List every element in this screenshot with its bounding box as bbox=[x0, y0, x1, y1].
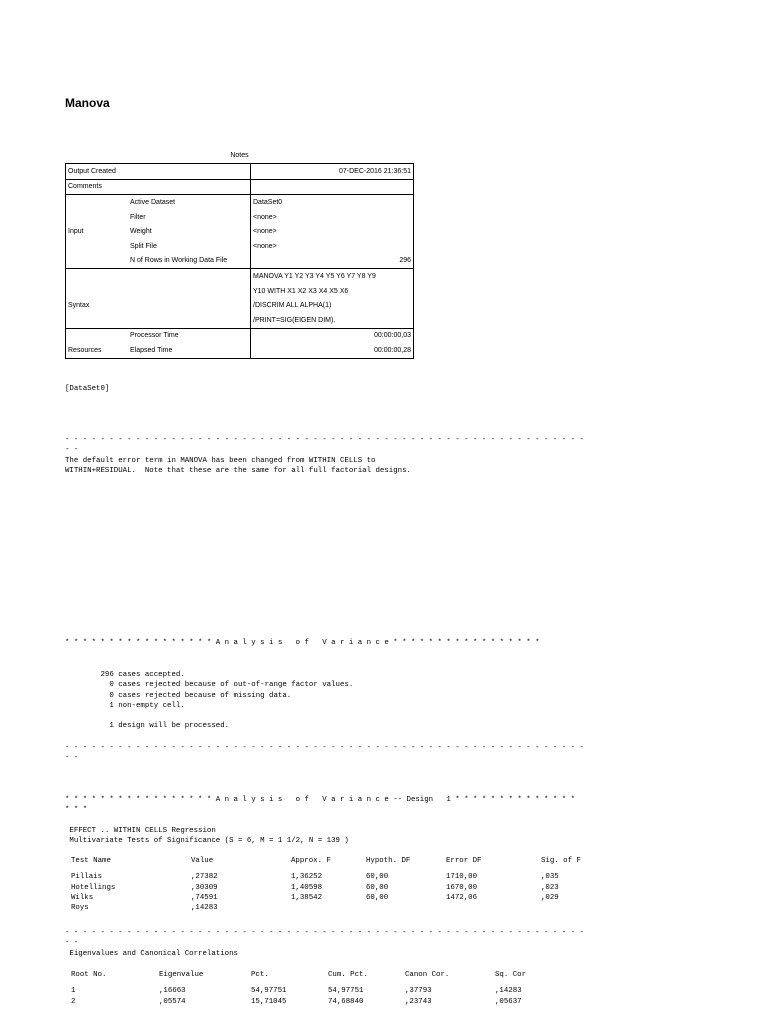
notes-cell-c1: Output Created bbox=[66, 164, 129, 180]
mv-cell: ,14283 bbox=[191, 904, 218, 913]
notes-cell-c3: <none> bbox=[253, 242, 277, 250]
notes-cell-c1 bbox=[66, 313, 129, 328]
eigen-header-row bbox=[65, 970, 555, 980]
eigen-cell: 1 bbox=[71, 987, 76, 996]
mv-cell: ,023 bbox=[541, 883, 559, 892]
notes-row bbox=[66, 298, 414, 313]
mv-cell: 1710,00 bbox=[446, 873, 478, 882]
notes-cell-c1 bbox=[66, 284, 129, 299]
separator-line: - - - - - - - - - - - - - - - - - - - - - - - - - - - - - - - - - - - - - - - - - - - - - - - - - - - - - - - - - - - bbox=[65, 436, 584, 444]
notes-cell-c1 bbox=[66, 269, 129, 284]
mv-cell: ,27382 bbox=[191, 873, 218, 882]
notes-cell-c1: Comments bbox=[66, 179, 129, 195]
notes-caption: Notes bbox=[230, 152, 249, 159]
notes-row bbox=[66, 210, 414, 225]
notes-row bbox=[66, 179, 414, 195]
eigen-cell: 54,97751 bbox=[251, 987, 287, 996]
notes-cell-c2: Split File bbox=[128, 239, 251, 254]
notes-row bbox=[66, 195, 414, 210]
notes-cell-c2: Active Dataset bbox=[128, 195, 251, 210]
mv-cell: Approx. F bbox=[291, 857, 331, 866]
notes-cell-c3: MANOVA Y1 Y2 Y3 Y4 Y5 Y6 Y7 Y8 Y9 bbox=[253, 272, 376, 280]
notes-cell-c1 bbox=[66, 239, 129, 254]
notes-row bbox=[66, 269, 414, 284]
notes-row bbox=[66, 328, 414, 343]
notes-row bbox=[66, 164, 414, 180]
design-header: * * * * * * * * * * * * * * * * * A n a l y s i s o f V a r i a n c e -- Design 1 * * * * * * * * * * * * * * bbox=[65, 796, 576, 804]
mv-cell: 1,40598 bbox=[291, 883, 323, 892]
notes-cell-c2 bbox=[128, 179, 251, 195]
notes-cell-c3: <none> bbox=[253, 228, 277, 236]
notes-cell-c3: 00:00:00,03 bbox=[374, 332, 411, 340]
notes-cell-c3: 00:00:00,28 bbox=[251, 343, 414, 358]
notes-cell-c3: 296 bbox=[251, 254, 414, 269]
separator-wrap: - - bbox=[65, 446, 79, 454]
mv-cell: 1670,00 bbox=[446, 883, 478, 892]
mv-cell bbox=[366, 903, 446, 913]
notes-cell-c3: <none> bbox=[253, 213, 277, 221]
mv-cell: ,029 bbox=[541, 894, 559, 903]
notes-cell-c2 bbox=[128, 284, 251, 299]
eigen-cell: 15,71045 bbox=[251, 997, 287, 1006]
mv-cell bbox=[446, 903, 541, 913]
notes-row bbox=[66, 284, 414, 299]
notes-cell-c2 bbox=[128, 269, 251, 284]
mv-cell: 1,38542 bbox=[291, 894, 323, 903]
eigen-cell: ,14283 bbox=[495, 987, 522, 996]
eigen-cell: 2 bbox=[71, 997, 76, 1006]
notes-cell-c2: Elapsed Time bbox=[128, 343, 251, 358]
notes-cell-c1: Syntax bbox=[68, 302, 90, 310]
notes-row bbox=[66, 313, 414, 328]
eigen-cell: ,37793 bbox=[405, 987, 432, 996]
mv-cell: 60,00 bbox=[366, 894, 389, 903]
notes-table bbox=[65, 163, 414, 359]
notes-cell-c3: 07-DEC-2016 21:36:51 bbox=[251, 164, 414, 180]
eigen-row bbox=[65, 997, 555, 1007]
separator-line-3: - - - - - - - - - - - - - - - - - - - - - - - - - - - - - - - - - - - - - - - - - - - - - - - - - - - - - - - - - - - bbox=[65, 929, 584, 937]
mv-cell: ,035 bbox=[541, 873, 559, 882]
eigen-cell: Pct. bbox=[251, 971, 269, 980]
mv-cell: Hotellings bbox=[71, 883, 116, 892]
mv-row bbox=[65, 872, 601, 882]
eigen-cell: 54,97751 bbox=[328, 987, 364, 996]
eigenvalues-table bbox=[65, 970, 555, 1007]
separator-line-2: - - - - - - - - - - - - - - - - - - - - - - - - - - - - - - - - - - - - - - - - - - - - - - - - - - - - - - - - - - - bbox=[65, 744, 584, 752]
multivariate-tests-table bbox=[65, 856, 601, 913]
eigen-cell: Sq. Cor bbox=[495, 971, 527, 980]
notes-cell-c2: N of Rows in Working Data File bbox=[128, 254, 251, 269]
notes-row bbox=[66, 254, 414, 269]
mv-cell: Roys bbox=[71, 904, 89, 913]
notes-cell-c2 bbox=[128, 298, 251, 313]
notes-cell-c1 bbox=[66, 210, 129, 225]
anova-header: * * * * * * * * * * * * * * * * * A n a l y s i s o f V a r i a n c e * * * * * * * * * * * * * * * * * bbox=[65, 639, 540, 647]
eigen-cell: Canon Cor. bbox=[405, 971, 450, 980]
default-error-note: The default error term in MANOVA has been changed from WITHIN CELLS to WITHIN+RESIDUAL. Note that these are the same for all full factorial designs. bbox=[65, 457, 411, 476]
notes-row bbox=[66, 239, 414, 254]
separator-wrap-3: - - bbox=[65, 939, 79, 947]
mv-cell: 60,00 bbox=[366, 883, 389, 892]
mv-cell: Value bbox=[191, 857, 214, 866]
mv-cell: ,30309 bbox=[191, 883, 218, 892]
eigen-cell: ,05637 bbox=[495, 997, 522, 1006]
mv-row bbox=[65, 903, 601, 913]
mv-row bbox=[65, 893, 601, 903]
output-title: Manova bbox=[65, 96, 110, 110]
eigen-cell: Root No. bbox=[71, 971, 107, 980]
mv-cell: Hypoth. DF bbox=[366, 857, 411, 866]
eigen-cell: ,16663 bbox=[159, 987, 186, 996]
notes-cell-c3: /DISCRIM ALL ALPHA(1) bbox=[253, 302, 332, 310]
dataset-label: [DataSet0] bbox=[65, 385, 110, 393]
mv-cell bbox=[541, 903, 601, 913]
notes-cell-c1: Resources bbox=[66, 343, 129, 358]
notes-cell-c1 bbox=[66, 328, 129, 343]
notes-row bbox=[66, 224, 414, 239]
eigen-cell: 74,68840 bbox=[328, 997, 364, 1006]
mv-cell: 60,00 bbox=[366, 873, 389, 882]
notes-cell-c2: Processor Time bbox=[128, 328, 251, 343]
notes-row bbox=[66, 343, 414, 358]
mv-cell: 1,36252 bbox=[291, 873, 323, 882]
notes-cell-c1 bbox=[66, 254, 129, 269]
eigen-cell: Cum. Pct. bbox=[328, 971, 368, 980]
notes-cell-c3: /PRINT=SIG(EIGEN DIM). bbox=[251, 313, 414, 328]
mv-header-row bbox=[65, 856, 601, 866]
eigen-cell: ,05574 bbox=[159, 997, 186, 1006]
notes-cell-c3 bbox=[251, 179, 414, 195]
notes-cell-c2: Filter bbox=[128, 210, 251, 225]
notes-cell-c1 bbox=[66, 195, 129, 210]
mv-cell: Sig. of F bbox=[541, 857, 581, 866]
eigen-row bbox=[65, 986, 555, 996]
cases-summary: 296 cases accepted. 0 cases rejected because of out-of-range factor values. 0 cases rejected because of missing data. 1 non-empty cell. 1 design will be processed. bbox=[100, 671, 354, 731]
eigen-cell: ,23743 bbox=[405, 997, 432, 1006]
design-header-wrap: * * * bbox=[65, 806, 88, 814]
effect-text: EFFECT .. WITHIN CELLS Regression Multivariate Tests of Significance (S = 6, M = 1 1/2, N = 139 ) bbox=[69, 827, 349, 846]
notes-cell-c3: Y10 WITH X1 X2 X3 X4 X5 X6 bbox=[253, 287, 349, 295]
mv-cell: ,74591 bbox=[191, 894, 218, 903]
mv-cell: Pillais bbox=[71, 873, 103, 882]
notes-cell-c2 bbox=[128, 313, 251, 328]
notes-cell-c2 bbox=[128, 164, 251, 180]
separator-wrap-2: - - bbox=[65, 754, 79, 762]
mv-row bbox=[65, 883, 601, 893]
mv-cell bbox=[291, 903, 366, 913]
mv-cell: Error DF bbox=[446, 857, 482, 866]
notes-cell-c3: DataSet0 bbox=[253, 198, 283, 206]
notes-cell-c1: Input bbox=[68, 228, 84, 236]
eigen-title: Eigenvalues and Canonical Correlations bbox=[65, 950, 238, 958]
mv-cell: Test Name bbox=[71, 857, 111, 866]
mv-cell: 1472,06 bbox=[446, 894, 478, 903]
eigen-cell: Eigenvalue bbox=[159, 971, 204, 980]
notes-cell-c2: Weight bbox=[128, 224, 251, 239]
mv-cell: Wilks bbox=[71, 894, 94, 903]
